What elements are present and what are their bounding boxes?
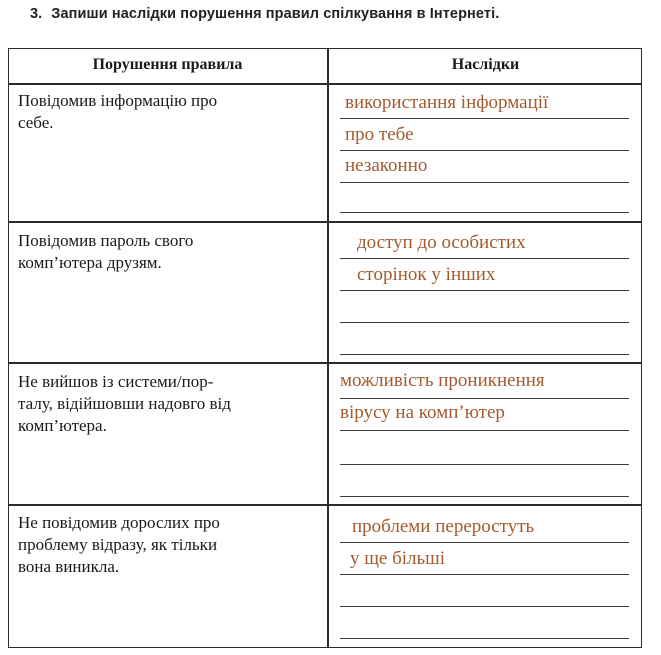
answer-line <box>340 150 629 151</box>
task-instruction: Запиши наслідки порушення правил спілкування в Інтернеті. <box>51 6 500 22</box>
row-3-answer-line-1: можливість проникнення <box>340 370 545 391</box>
answer-line <box>340 118 629 119</box>
row-divider-2 <box>8 362 642 364</box>
row-4-violation-line-2: проблему відразу, як тільки <box>18 535 218 554</box>
row-1-answer-line-2: про тебе <box>345 124 414 145</box>
answer-line <box>340 182 629 183</box>
row-2-violation-line-2: комп’ютера друзям. <box>18 253 162 272</box>
row-3-violation <box>18 371 318 437</box>
task-number: 3. <box>30 6 43 22</box>
row-2-violation-line-1: Повідомив пароль свого <box>18 231 194 250</box>
answer-line <box>340 542 629 543</box>
header-consequences: Наслідки <box>451 56 520 73</box>
answer-line <box>340 574 629 575</box>
row-divider-3 <box>8 504 642 506</box>
answer-line <box>340 354 629 355</box>
row-4-violation-line-1: Не повідомив дорослих про <box>18 513 220 532</box>
answer-line <box>340 258 629 259</box>
row-4-answer-line-2: у ще більші <box>350 548 446 569</box>
row-divider-1 <box>8 221 642 223</box>
answer-line <box>340 430 629 431</box>
row-1-violation-line-1: Повідомив інформацію про <box>18 91 218 110</box>
answer-line <box>340 496 629 497</box>
row-1-violation <box>18 90 318 134</box>
row-3-violation-line-3: комп’ютера. <box>18 416 107 435</box>
header-violation: Порушення правила <box>92 56 243 73</box>
answer-line <box>340 212 629 213</box>
answer-line <box>340 290 629 291</box>
answer-line <box>340 464 629 465</box>
row-1-answer-line-3: незаконно <box>345 155 428 176</box>
header-divider <box>8 83 642 85</box>
answer-line <box>340 638 629 639</box>
row-2-violation <box>18 230 318 274</box>
answer-line <box>340 606 629 607</box>
row-4-violation-line-3: вона виникла. <box>18 557 120 576</box>
row-2-answer-line-2: сторінок у інших <box>357 264 496 285</box>
row-3-violation-line-1: Не вийшов із системи/пор- <box>18 372 214 391</box>
row-1-answer-line-1: використання інформації <box>345 92 549 113</box>
answer-line <box>340 398 629 399</box>
row-4-violation <box>18 512 318 578</box>
row-2-answer-line-1: доступ до особистих <box>357 232 526 253</box>
task-heading <box>30 6 499 22</box>
row-1-violation-line-2: себе. <box>18 113 54 132</box>
row-3-answer-line-2: вірусу на комп’ютер <box>340 402 505 423</box>
column-divider <box>327 48 329 648</box>
row-4-answer-line-1: проблеми переростуть <box>352 516 535 537</box>
answer-line <box>340 322 629 323</box>
row-3-violation-line-2: талу, відійшовши надовго від <box>18 394 231 413</box>
